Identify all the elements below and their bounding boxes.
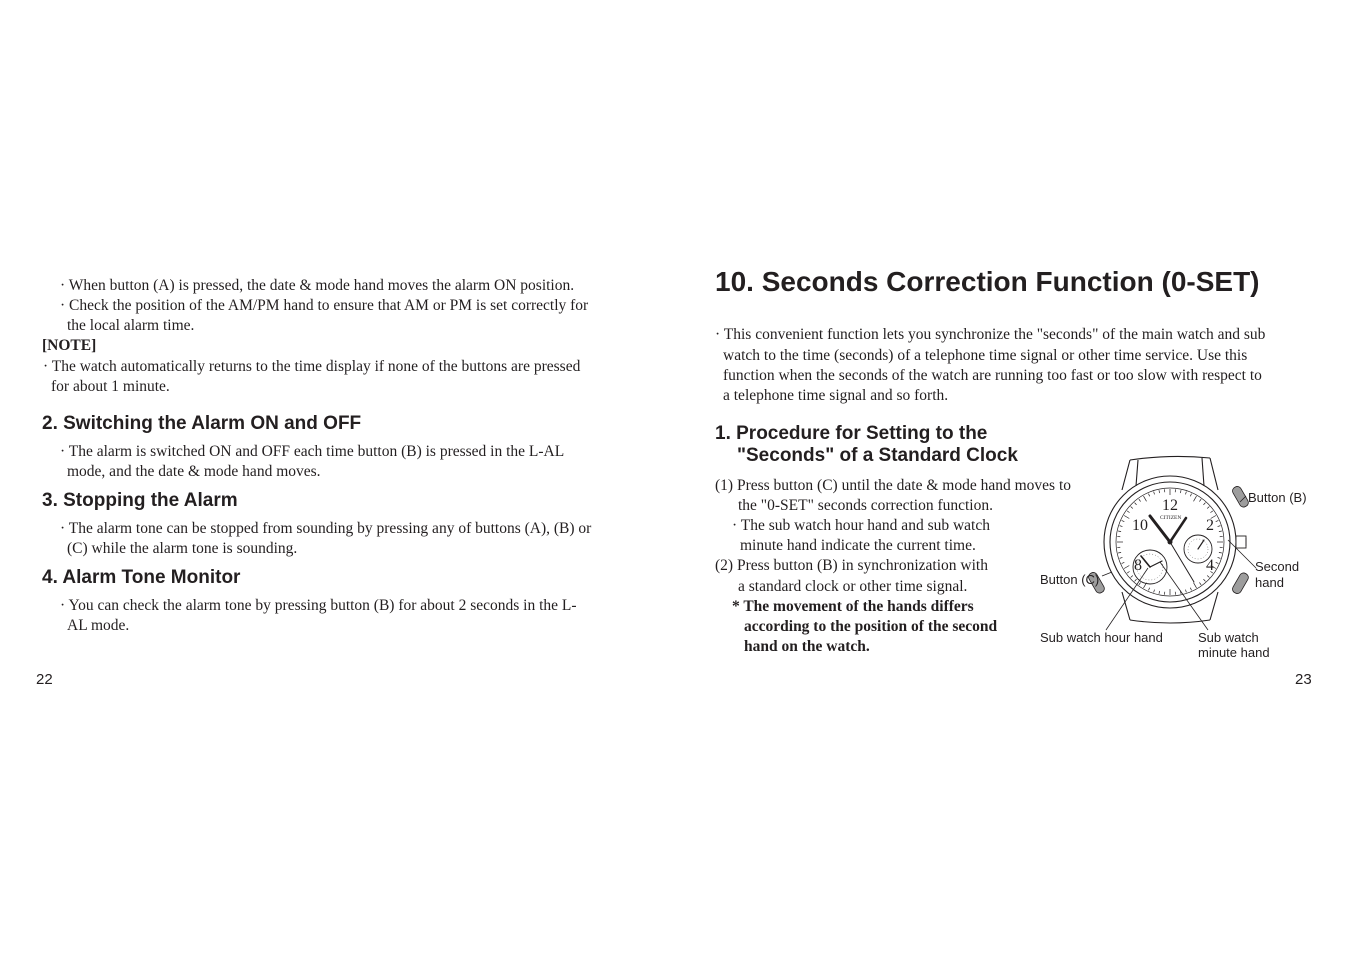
lug-top-right [1210,458,1218,490]
dial-tick [1216,520,1219,521]
dial-tick [1190,588,1191,591]
intro-line: · This convenient function lets you synchronize the "seconds" of the main watch and sub [715,326,1266,343]
page-number: 23 [1295,671,1312,688]
step-line: the "0-SET" seconds correction function. [738,497,993,514]
section-line: AL mode. [67,617,130,634]
section-line: · The alarm is switched ON and OFF each time button (B) is pressed in the L-AL [60,443,565,460]
warning-line: * The movement of the hands differs [732,598,974,615]
leader-sub-hour [1106,568,1148,630]
dial-tick [1131,575,1133,577]
dial-tick [1131,507,1133,509]
label-button-c: Button (C) [1040,572,1100,587]
dial-numeral: 8 [1134,557,1142,574]
dial-tick [1159,591,1160,594]
second-hand [1170,542,1194,582]
label-sub-minute-hand: minute hand [1198,645,1270,660]
dial-numeral: 2 [1206,517,1214,534]
dial-tick [1122,562,1125,563]
dial-tick [1154,590,1155,593]
section-heading: 4. Alarm Tone Monitor [42,567,241,588]
button-a-icon [1231,571,1250,595]
lug-bottom-right [1210,592,1218,620]
dial-tick [1218,557,1221,558]
intro-line: watch to the time (seconds) of a telephone time signal or other time service. Use this [723,347,1248,364]
intro-line: the local alarm time. [67,317,195,334]
note-line: for about 1 minute. [51,378,170,395]
leader-button-c [1102,572,1112,576]
intro-line: · Check the position of the AM/PM hand to ensure that AM or PM is set correctly for [60,297,589,314]
dial-tick [1144,496,1147,501]
dial-tick [1159,490,1160,493]
dial-tick [1120,526,1123,527]
dial-tick [1180,490,1181,493]
dial-tick [1185,590,1186,593]
button-b-icon [1231,485,1250,509]
crown-icon [1236,536,1246,548]
note-line: · The watch automatically returns to the time display if none of the buttons are pressed [43,358,581,375]
dial-tick [1185,492,1186,495]
intro-line: · When button (A) is pressed, the date & mode hand moves the alarm ON position. [60,277,575,294]
dial-tick [1118,531,1121,532]
dial-tick [1122,520,1125,521]
dial-tick [1218,526,1221,527]
page-title: 10. Seconds Correction Function (0-SET) [715,266,1260,297]
section-heading: 3. Stopping the Alarm [42,490,238,511]
dial-tick [1219,552,1222,553]
step-line: minute hand indicate the current time. [740,537,976,554]
step-line: (2) Press button (B) in synchronization with [715,557,988,574]
section-heading: 2. Switching the Alarm ON and OFF [42,413,362,434]
dial-tick [1154,492,1155,495]
intro-line: function when the seconds of the watch are running too fast or too slow with respect to [723,367,1262,384]
minute-hand [1170,518,1186,542]
sub-hour-hand [1141,556,1150,567]
dial-tick [1199,499,1201,501]
dial-numeral: 12 [1162,497,1178,514]
dial-tick [1135,503,1137,505]
step-line: (1) Press button (C) until the date & mode hand moves to [715,477,1072,494]
dial-tick [1127,571,1129,573]
label-sub-hour-hand: Sub watch hour hand [1040,630,1163,645]
lug-top-left [1122,460,1130,490]
note-label: [NOTE] [42,337,97,354]
dial-numeral: 4 [1206,557,1214,574]
dial-tick [1207,507,1209,509]
dial-numeral: 10 [1132,517,1148,534]
dial-tick [1210,511,1212,513]
intro-line: a telephone time signal and so forth. [723,387,949,404]
step-line: a standard clock or other time signal. [738,578,968,595]
dial-tick [1124,516,1129,519]
page-number: 22 [36,671,53,688]
label-sub-minute-hand: Sub watch [1198,630,1259,645]
dial-tick [1219,531,1222,532]
brand-logo: CITIZEN [1160,515,1182,521]
label-button-b: Button (B) [1248,490,1307,505]
dial-tick [1120,557,1123,558]
label-second-hand: Second [1255,559,1300,574]
section-line: (C) while the alarm tone is sounding. [67,540,298,557]
dial-tick [1194,496,1197,501]
dial-tick [1135,579,1137,581]
dial-tick [1127,511,1129,513]
procedure-heading: 1. Procedure for Setting to the [715,423,988,444]
section-line: · The alarm tone can be stopped from sounding by pressing any of buttons (A), (B) or [60,520,592,537]
dial-tick [1216,562,1219,563]
section-line: mode, and the date & mode hand moves. [67,463,321,480]
dial-tick [1124,566,1129,569]
dial-tick [1194,583,1197,588]
section-line: · You can check the alarm tone by pressing button (B) for about 2 seconds in the L- [60,597,577,614]
step-line: · The sub watch hour hand and sub watch [732,517,990,534]
dial-tick [1199,582,1201,584]
dial-tick [1118,552,1121,553]
dial-tick [1148,588,1149,591]
dial-tick [1148,494,1149,497]
dial-tick [1139,582,1141,584]
warning-line: hand on the watch. [744,638,870,655]
dial-tick [1203,579,1205,581]
warning-line: according to the position of the second [744,618,998,635]
dial-tick [1139,499,1141,501]
procedure-heading: "Seconds" of a Standard Clock [737,445,1018,466]
label-second-hand: hand [1255,575,1284,590]
dial-tick [1190,494,1191,497]
dial-tick [1203,503,1205,505]
dial-tick [1207,575,1209,577]
